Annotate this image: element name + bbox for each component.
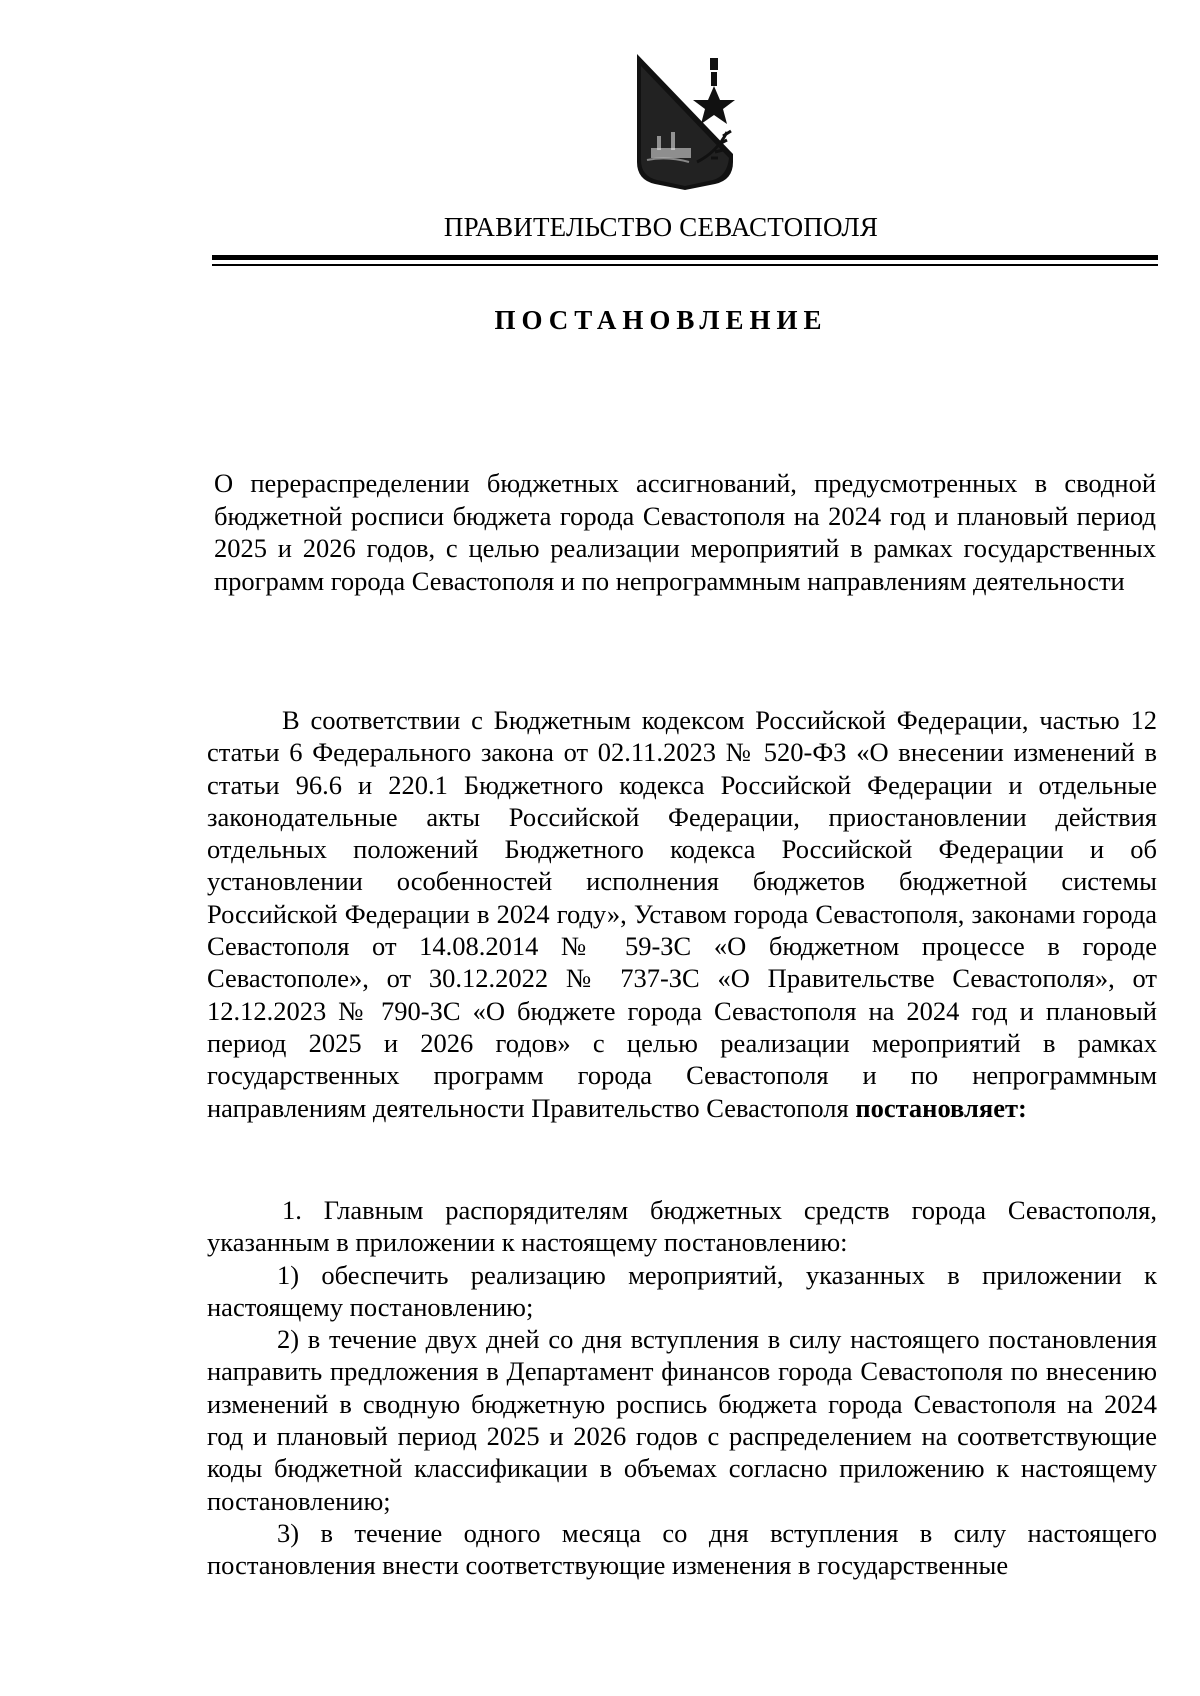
item-1-3: 3) в течение одного месяца со дня вступления в силу настоящего постановления внести соответствующие изменения в государственные [207,1517,1157,1581]
government-title: ПРАВИТЕЛЬСТВО СЕВАСТОПОЛЯ [443,212,879,242]
resolution-items [207,1194,1157,1582]
item-1-2: 2) в течение двух дней со дня вступления в силу настоящего постановления направить предложения в Департамент финансов города Севастополя по внесению изменений в сводную бюджетную роспись бюджета города Севастополя на 2024 год и плановый период 2025 и 2026 годов с распределением на соответствующие коды бюджетной классификации в объемах согласно приложению к настоящему постановлению; [207,1324,1157,1516]
item-1: 1. Главным распорядителям бюджетных средств города Севастополя, указанным в приложении к настоящему постановлению: [207,1195,1157,1258]
header-rule-thick [212,255,1158,260]
coat-of-arms-icon [627,52,745,198]
document-subject: О перераспределении бюджетных ассигнований, предусмотренных в сводной бюджетной росписи бюджета города Севастополя на 2024 год и плановый период 2025 и 2026 годов, с целью реализации мероприятий в рамках государственных программ города Севастополя и по непрограммным направлениям деятельности [214,468,1156,596]
preamble-paragraph [207,704,1157,1124]
header-rule-thin [212,264,1158,266]
preamble-text: В соответствии с Бюджетным кодексом Российской Федерации, частью 12 статьи 6 Федерального закона от 02.11.2023 № 520-ФЗ «О внесении изменений в статьи 96.6 и 220.1 Бюджетного кодекса Российской Федерации и отдельные законодательные акты Российской Федерации, приостановлении действия отдельных положений Бюджетного кодекса Российской Федерации и об установлении особенностей исполнения бюджетов бюджетной системы Российской Федерации в 2024 году», Уставом города Севастополя, законами города Севастополя от 14.08.2014 № 59-ЗС «О бюджетном процессе в городе Севастополе», от 30.12.2022 № 737-ЗС «О Правительстве Севастополя», от 12.12.2023 № 790-ЗС «О бюджете города Севастополя на 2024 год и плановый период 2025 и 2026 годов» с целью реализации мероприятий в рамках государственных программ города Севастополя и по непрограммным направлениям деятельности Правительство Севастополя [207,705,1157,1123]
item-1-1: 1) обеспечить реализацию мероприятий, указанных в приложении к настоящему постановлению; [207,1259,1157,1322]
document-type-heading: ПОСТАНОВЛЕНИЕ [494,305,828,335]
preamble-verb: постановляет: [855,1092,1027,1123]
